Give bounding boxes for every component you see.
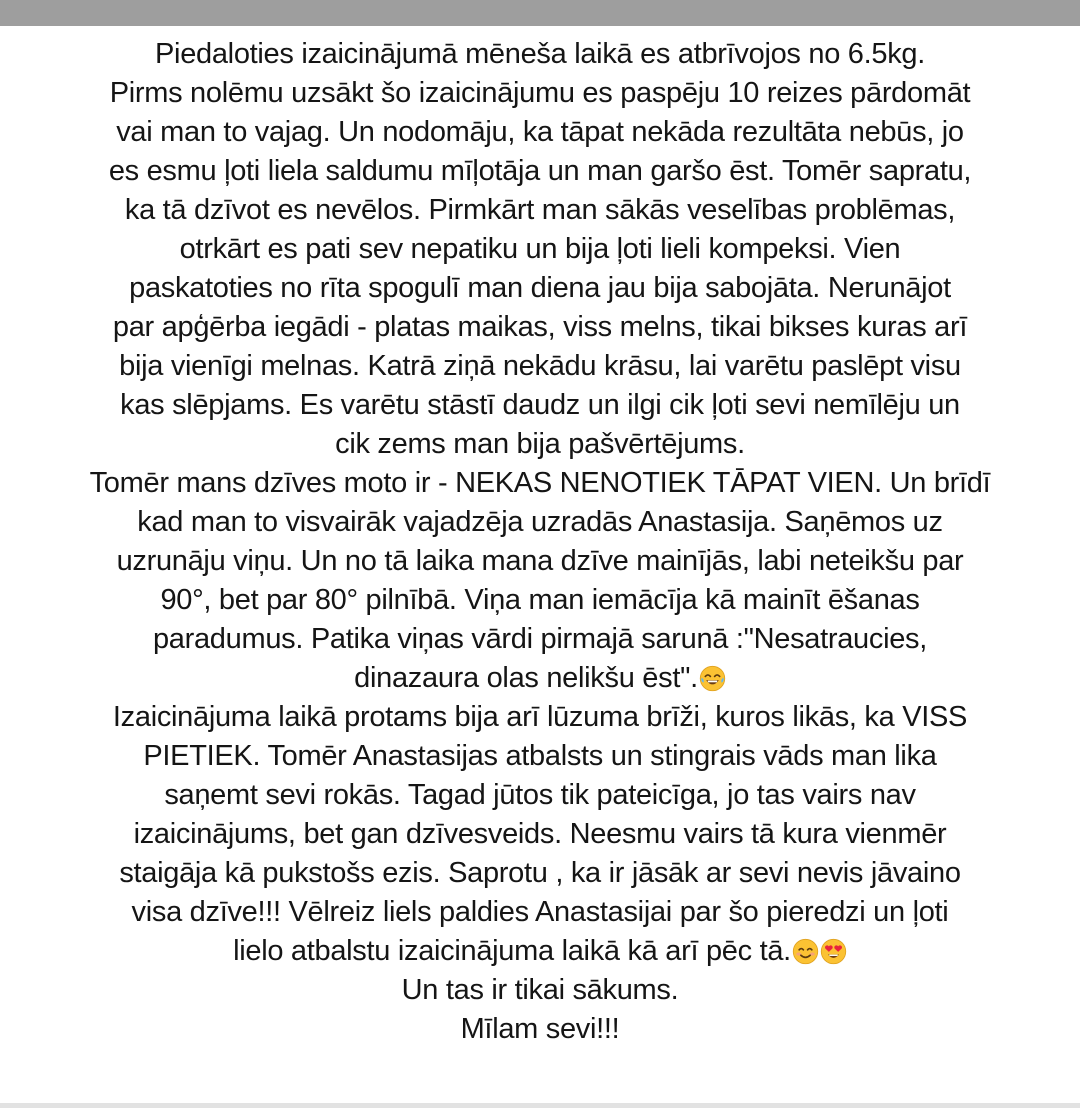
post-line: paradumus. Patika viņas vārdi pirmajā sarunā :"Nesatraucies, [152,623,928,655]
post-line-with-emoji [60,932,1020,971]
post-line: 90°, bet par 80° pilnībā. Viņa man iemācīja kā mainīt ēšanas [160,584,920,616]
post-line-text: dinazaura olas nelikšu ēst". [354,662,698,694]
post-line: paskatoties no rīta spogulī man diena jau bija sabojāta. Nerunājot [129,272,951,304]
post-line: cik zems man bija pašvērtējums. [335,428,745,460]
post-line-with-emoji [60,659,1020,698]
top-status-bar [0,0,1080,26]
post-text [60,35,1020,1049]
post-line: Un tas ir tikai sākums. [401,974,679,1006]
post-line: visa dzīve!!! Vēlreiz liels paldies Anastasijai par šo pieredzi un ļoti [131,896,949,928]
post-line: saņemt sevi rokās. Tagad jūtos tik pateicīga, jo tas vairs nav [164,779,916,811]
post-line: otrkārt es pati sev nepatiku un bija ļoti lieli kompeksi. Vien [179,233,901,265]
heart-eyes-emoji-icon [820,938,847,965]
post-line: Pirms nolēmu uzsākt šo izaicinājumu es paspēju 10 reizes pārdomāt [109,77,971,109]
tears-of-joy-emoji-icon [699,665,726,692]
post-line-text: lielo atbalstu izaicinājuma laikā kā arī pēc tā. [233,935,791,967]
post-line: PIETIEK. Tomēr Anastasijas atbalsts un stingrais vāds man lika [143,740,937,772]
post-line: bija vienīgi melnas. Katrā ziņā nekādu krāsu, lai varētu paslēpt visu [119,350,961,382]
post-line: Tomēr mans dzīves moto ir - NEKAS NENOTIEK TĀPAT VIEN. Un brīdī [89,467,991,499]
post-line: Izaicinājuma laikā protams bija arī lūzuma brīži, kuros likās, ka VISS [112,701,968,733]
post-line: vai man to vajag. Un nodomāju, ka tāpat nekāda rezultāta nebūs, jo [116,116,964,148]
post-line: kas slēpjams. Es varētu stāstī daudz un ilgi cik ļoti sevi nemīlēju un [120,389,960,421]
post-line: par apģērba iegādi - platas maikas, viss melns, tikai bikses kuras arī [112,311,968,343]
post-line: es esmu ļoti liela saldumu mīļotāja un man garšo ēst. Tomēr sapratu, [108,155,972,187]
post-line: ka tā dzīvot es nevēlos. Pirmkārt man sākās veselības problēmas, [124,194,956,226]
post-line: Mīlam sevi!!! [460,1013,620,1045]
post-line: uzrunāju viņu. Un no tā laika mana dzīve mainījās, labi neteikšu par [116,545,964,577]
post-line: Piedaloties izaicinājumā mēneša laikā es atbrīvojos no 6.5kg. [155,38,925,70]
smiling-eyes-emoji-icon [792,938,819,965]
post-line: staigāja kā pukstošs ezis. Saprotu , ka ir jāsāk ar sevi nevis jāvaino [119,857,961,889]
post-line: kad man to visvairāk vajadzēja uzradās Anastasija. Saņēmos uz [137,506,943,538]
post-line: izaicinājums, bet gan dzīvesveids. Neesmu vairs tā kura vienmēr [133,818,947,850]
bottom-divider [0,1103,1080,1108]
